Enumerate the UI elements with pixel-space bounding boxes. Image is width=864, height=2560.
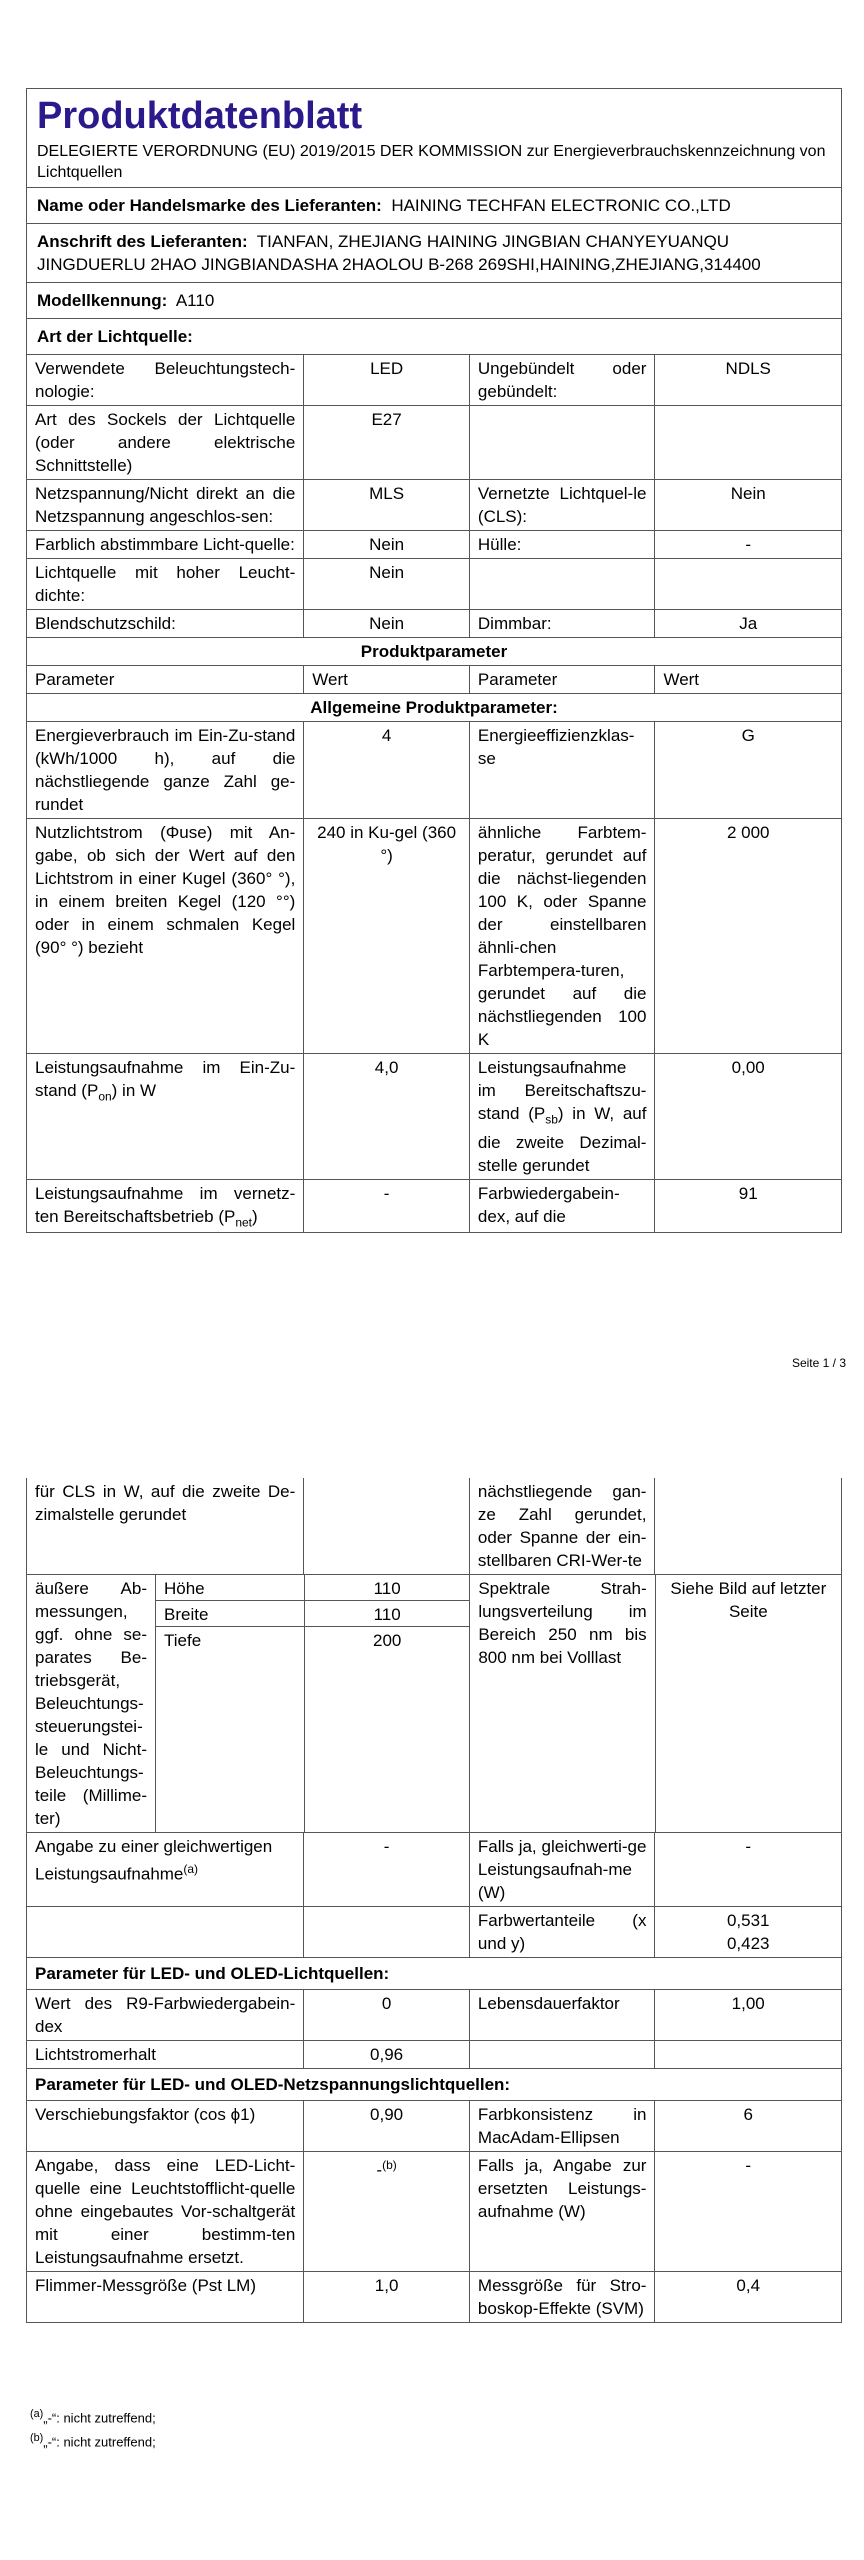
param-row-network <box>27 1180 841 1232</box>
luminous-flux-label: Nutzlichtstrom (Φuse) mit An-gabe, ob sich der Wert auf den Lichtstrom in einer Kugel (360° °), in einem breiten Kegel (120 °°) oder in einem schmalen Kegel (90° °) bezieht <box>27 819 304 1053</box>
equivalent-power-watts-label: Falls ja, gleichwerti-ge Leistungsaufnah-me (W) <box>470 1833 656 1906</box>
light-source-row <box>27 610 841 638</box>
col-header-param: Parameter <box>27 666 304 693</box>
dimension-value: 110 <box>305 1601 469 1627</box>
param-row-replacement <box>27 2152 841 2272</box>
stroboscopic-value: 0,4 <box>736 2276 761 2295</box>
dimension-name: Tiefe <box>164 1631 202 1650</box>
model-label: Modellkennung: <box>37 291 168 310</box>
dimension-name: Höhe <box>164 1579 205 1598</box>
cri-value: 91 <box>738 1184 758 1204</box>
replacement-power-label: Falls ja, Angabe zur ersetzten Leistungs-aufnahme (W) <box>470 2152 656 2271</box>
light-source-row <box>27 480 841 531</box>
r9-value: 0 <box>304 1990 470 2040</box>
color-temperature-label: ähnliche Farbtem-peratur, gerundet auf die nächst-liegenden 100 K, oder Spanne der einstellbaren ähnli-chen Farbtempera-turen, gerundet auf die nächstliegenden 100 K <box>470 819 656 1053</box>
power-standby-label: Leistungsaufnahme im Bereitschaftszu-stand $(P_{sb})$ in W, auf die zweite Dezimal-stelle gerundet <box>470 1054 656 1179</box>
dimension-value: 200 <box>372 1631 402 1650</box>
param-value: Nein <box>304 610 470 637</box>
param-value: Ja <box>739 614 758 633</box>
empty-cell <box>27 1907 304 1957</box>
model-row <box>27 283 841 319</box>
equivalent-power-watts-value: - <box>745 1837 752 1856</box>
spectral-label: Spektrale Strah-lungsverteilung im Bereich 250 nm bis 800 nm bei Volllast <box>470 1575 655 1832</box>
energy-consumption-value: 4 <box>304 722 470 818</box>
param-row-flicker <box>27 2272 841 2322</box>
param-row-r9 <box>27 1990 841 2041</box>
general-params-heading-row <box>27 694 841 722</box>
luminous-flux-value: 240 in Ku-gel (360 °) <box>304 819 470 1053</box>
lifetime-value: 1,00 <box>731 1994 765 2013</box>
param-value: E27 <box>304 406 470 479</box>
mains-params-heading: Parameter für LED- und OLED-Netzspannungslichtquellen: <box>35 2075 511 2094</box>
param-row-energy <box>27 722 841 819</box>
supplier-name-row <box>27 188 841 224</box>
page-title: Produktdatenblatt <box>37 95 363 137</box>
param-value: Nein <box>730 484 766 503</box>
param-label: Dimmbar: <box>470 610 656 637</box>
energy-consumption-label: Energieverbrauch im Ein-Zu-stand (kWh/1000 h), auf die nächstliegende ganze Zahl ge-rundet <box>27 722 304 818</box>
lifetime-label: Lebensdauerfaktor <box>470 1990 656 2040</box>
supplier-address-row <box>27 224 841 283</box>
dimensions-values <box>305 1575 470 1832</box>
flicker-label: Flimmer-Messgröße (Pst LM) <box>27 2272 304 2322</box>
param-value: NDLS <box>725 359 771 378</box>
led-params-heading: Parameter für LED- und OLED-Lichtquellen: <box>35 1964 390 1983</box>
param-label <box>470 559 656 609</box>
replacement-power-value: - <box>745 2156 752 2175</box>
dimensions-label: äußere Ab-messungen, ggf. ohne se-parates Be-triebsgerät, Beleuchtungs-steuerungstei-le und Nicht-Beleuchtungs-teile (Millime-ter) <box>27 1575 156 1832</box>
displacement-factor-value: 0,90 <box>304 2101 470 2151</box>
stroboscopic-label: Messgröße für Stro-boskop-Effekte (SVM) <box>470 2272 656 2322</box>
flicker-value: 1,0 <box>304 2272 470 2322</box>
param-label: Farblich abstimmbare Licht-quelle: <box>27 531 304 558</box>
footnote-a: $^{(a)}$„-“: nicht zutreffend; <box>30 2408 156 2426</box>
led-heading-row <box>27 1958 841 1990</box>
general-params-heading: Allgemeine Produktparameter: <box>310 698 558 717</box>
param-label: Verwendete Beleuchtungstech-nologie: <box>27 355 304 405</box>
empty-cell <box>655 2041 841 2068</box>
param-value: Nein <box>304 531 470 558</box>
chromaticity-x: 0,531 <box>726 1911 770 1930</box>
supplier-name-value: HAINING TECHFAN ELECTRONIC CO.,LTD <box>391 196 731 215</box>
param-value: MLS <box>304 480 470 530</box>
replacement-label: Angabe, dass eine LED-Licht-quelle eine Leuchtstofflicht-quelle ohne eingebautes Vor-schaltgerät mit einer bestimm-ten Leistungsaufnahme ersetzt. <box>27 2152 304 2271</box>
color-consistency-label: Farbkonsistenz in MacAdam-Ellipsen <box>470 2101 656 2151</box>
displacement-factor-label: Verschiebungsfaktor (cos ϕ1) <box>27 2101 304 2151</box>
param-row-dimensions <box>27 1575 841 1833</box>
cri-label-cont: nächstliegende gan-ze Zahl gerundet, oder Spanne der ein-stellbaren CRI-Wer-te <box>470 1478 656 1574</box>
dimension-name: Breite <box>164 1605 209 1624</box>
footnote-b: $^{(b)}$„-“: nicht zutreffend; <box>30 2432 156 2450</box>
param-row-maintenance <box>27 2041 841 2069</box>
param-label: Lichtquelle mit hoher Leucht-dichte: <box>27 559 304 609</box>
param-value <box>655 559 841 609</box>
r9-label: Wert des R9-Farbwiedergabein-dex <box>27 1990 304 2040</box>
param-label: Netzspannung/Nicht direkt an die Netzspannung angeschlos-sen: <box>27 480 304 530</box>
light-source-row <box>27 559 841 610</box>
light-source-row <box>27 531 841 559</box>
light-source-row <box>27 355 841 406</box>
param-value: Nein <box>304 559 470 609</box>
power-network-label-cont: für CLS in W, auf die zweite De-zimalstelle gerundet <box>27 1478 304 1574</box>
energy-class-label: Energieeffizienzklas-se <box>470 722 656 818</box>
col-header-value: Wert <box>304 666 470 693</box>
datasheet-table-page-2 <box>26 1478 842 2323</box>
light-source-row <box>27 406 841 480</box>
cri-label: Farbwiedergabein-dex, auf die <box>470 1180 656 1232</box>
col-header-value: Wert <box>663 670 700 689</box>
energy-class-value: G <box>741 726 755 745</box>
equivalent-power-value: - <box>304 1833 470 1906</box>
param-value: - <box>745 535 752 554</box>
power-standby-value: 0,00 <box>731 1058 765 1077</box>
param-label <box>470 406 656 479</box>
model-value: A110 <box>175 291 215 310</box>
mains-heading-row <box>27 2069 841 2101</box>
chromaticity-label: Farbwertanteile (x und y) <box>470 1907 656 1957</box>
col-header-param: Parameter <box>470 666 656 693</box>
chromaticity-values <box>655 1907 841 1957</box>
column-header-row <box>27 666 841 694</box>
product-params-heading-row <box>27 638 841 666</box>
param-value: LED <box>304 355 470 405</box>
product-params-heading: Produktparameter <box>360 642 508 661</box>
param-label: Vernetzte Lichtquel-le (CLS): <box>470 480 656 530</box>
regulation-text: DELEGIERTE VERORDNUNG (EU) 2019/2015 DER KOMMISSION zur Energieverbrauchskennzeichnung von Lichtquellen <box>37 143 826 181</box>
power-on-value: 4,0 <box>304 1054 470 1179</box>
dimension-value: 110 <box>305 1575 469 1601</box>
page-2 <box>0 1450 864 2560</box>
light-source-heading: Art der Lichtquelle: <box>37 327 193 346</box>
dimensions-names <box>156 1575 304 1832</box>
equivalent-power-label: Angabe zu einer gleichwertigen Leistungsaufnahme$^{(a)}$ <box>27 1833 304 1906</box>
flux-maintenance-label: Lichtstromerhalt <box>27 2041 304 2068</box>
param-row-equivalent <box>27 1833 841 1907</box>
param-row-chromaticity <box>27 1907 841 1958</box>
color-temperature-value: 2 000 <box>726 823 770 842</box>
supplier-name-label: Name oder Handelsmarke des Lieferanten: <box>37 196 382 215</box>
dimensions-cell <box>27 1575 305 1832</box>
empty-cell <box>304 1478 470 1574</box>
flux-maintenance-value: 0,96 <box>304 2041 470 2068</box>
power-network-label: Leistungsaufnahme im vernetz-ten Bereitschaftsbetrieb $(P_{net})$ <box>27 1180 304 1232</box>
param-label: Ungebündelt oder gebündelt: <box>470 355 656 405</box>
datasheet-table-page-1 <box>26 88 842 1233</box>
color-consistency-value: 6 <box>743 2105 753 2124</box>
light-source-heading-row <box>27 319 841 355</box>
empty-cell <box>655 1478 841 1574</box>
param-label: Art des Sockels der Lichtquelle (oder andere elektrische Schnittstelle) <box>27 406 304 479</box>
power-network-value: - <box>304 1180 470 1232</box>
param-row-flux <box>27 819 841 1054</box>
replacement-value: -$^{(b)}$ <box>304 2152 470 2271</box>
param-row-network-cont <box>27 1478 841 1575</box>
spectral-value: Siehe Bild auf letzter Seite <box>670 1579 827 1621</box>
param-row-power <box>27 1054 841 1180</box>
param-value <box>655 406 841 479</box>
supplier-address-label: Anschrift des Lieferanten: <box>37 232 248 251</box>
page-number: Seite 1 / 3 <box>791 1356 846 1370</box>
param-row-displacement <box>27 2101 841 2152</box>
empty-cell <box>304 1907 470 1957</box>
power-on-label: Leistungsaufnahme im Ein-Zu-stand $(P_{on})$ in W <box>27 1054 304 1179</box>
title-row <box>27 89 841 188</box>
param-label: Blendschutzschild: <box>27 610 304 637</box>
param-label: Hülle: <box>470 531 656 558</box>
empty-cell <box>470 2041 656 2068</box>
chromaticity-y: 0,423 <box>726 1934 770 1953</box>
supplier-address-value: TIANFAN, ZHEJIANG HAINING JINGBIAN CHANYEYUANQU JINGDUERLU 2HAO JINGBIANDASHA 2HAOLOU B-268 269SHI,HAINING,ZHEJIANG,314400 <box>37 232 761 274</box>
